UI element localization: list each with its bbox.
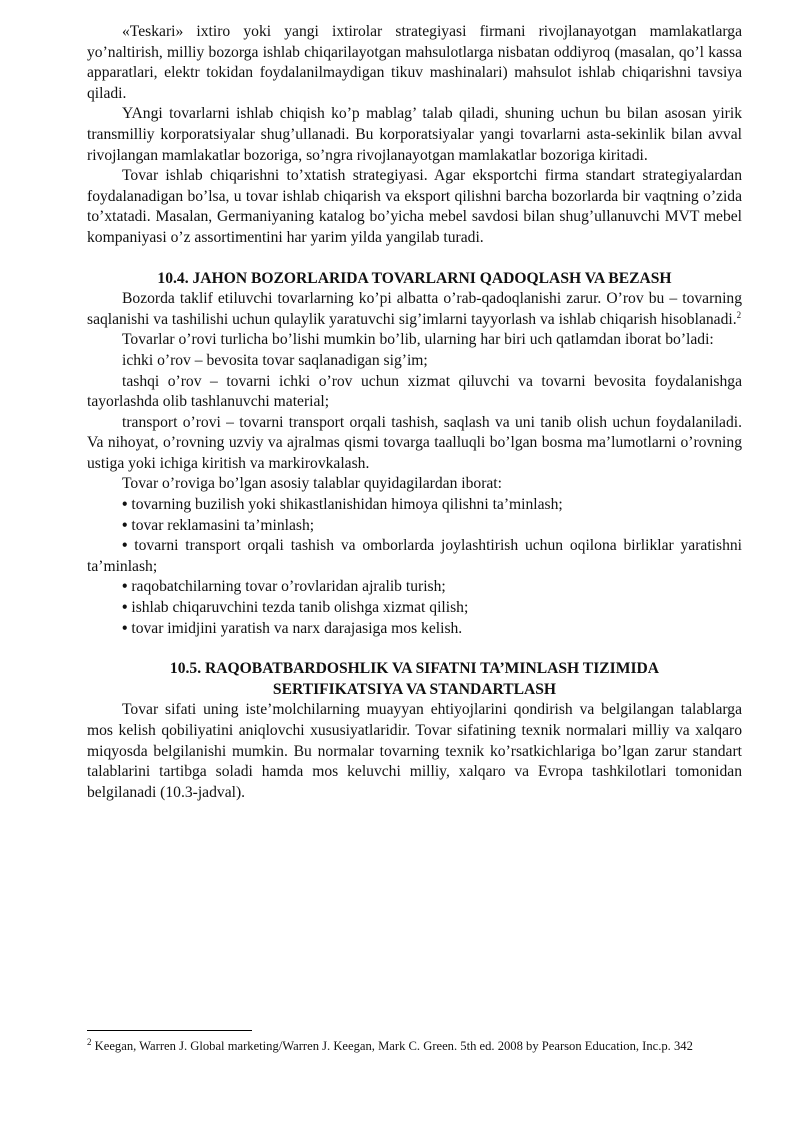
footnote <box>87 1038 767 1054</box>
requirement-item: • tovar imidjini yaratish va narx darajasiga mos kelish. <box>87 619 742 640</box>
section-heading-10-5-line1: 10.5. RAQOBATBARDOSHLIK VA SIFATNI TA’MINLASH TIZIMIDA <box>169 660 660 678</box>
paragraph-new-products: YAngi tovarlarni ishlab chiqish ko’p mablag’ talab qiladi, shuning uchun bu bilan asosan yirik transmilliy korporatsiyalar shug’ullanadi. Bu korporatsiyalar yangi tovarlarni asta-sekinlik bilan avval rivojlangan mamlakatlar bozoriga, so’ngra rivojlanayotgan mamlakatlar bozoriga kiritadi. <box>87 105 742 164</box>
paragraph-layers-intro: Tovarlar o’rovi turlicha bo’lishi mumkin bo’lib, ularning har biri uch qatlamdan iborat bo’ladi: <box>122 331 714 349</box>
layer-item: transport o’rovi – tovarni transport orqali tashish, saqlash va uni tanib olish uchun foydalaniladi. Va nihoyat, o’rovning uzviy va ajralmas qismi tovarga taalluqli bo’lgan bosma ma’lumotlarni o’rovning ustiga yoki ichiga kiritish va markirovkalash. <box>87 413 742 472</box>
footnote-number: 2 <box>87 1036 92 1047</box>
footnote-divider <box>87 1030 252 1031</box>
paragraph-requirements-intro: Tovar o’roviga bo’lgan asosiy talablar quyidagilardan iborat: <box>122 475 502 493</box>
section-heading-10-5 <box>87 659 742 700</box>
paragraph-stop-production: Tovar ishlab chiqarishni to’xtatish strategiyasi. Agar eksportchi firma standart strategiyalardan foydalanadigan bo’lsa, u tovar ishlab chiqarish va eksport qilishni barcha bozorlarda bir vaqtning o’zida to’xtatadi. Masalan, Germaniyaning katalog bo’yicha mebel savdosi bilan shug’ullanuvchi MVT mebel kompaniyasi o’z assortimentini har yarim yilda yangilab turadi. <box>87 167 742 246</box>
section-heading-10-5-line2: SERTIFIKATSIYA VA STANDARTLASH <box>272 680 557 698</box>
requirement-item: • ishlab chiqaruvchini tezda tanib olishga xizmat qilish; <box>87 598 742 619</box>
document-page <box>87 22 742 803</box>
requirement-item: • tovar reklamasini ta’minlash; <box>87 516 742 537</box>
requirement-item: • raqobatchilarning tovar o’rovlaridan ajralib turish; <box>87 577 742 598</box>
paragraph-quality: Tovar sifati uning iste’molchilarning muayyan ehtiyojlarini qondirish va belgilangan talablarga mos kelish qobiliyatini aniqlovchi xususiyatlaridir. Tovar sifatining texnik normalari milliy va xalqaro miqyosda belgilanishi mumkin. Bu normalar tovarning texnik ko’rsatkichlariga bo’lgan zarur standart talablarini tartibga soladi hamda mos keluvchi milliy, xalqaro va Evropa tashkilotlari tomonidan belgilanadi (10.3-jadval). <box>87 701 742 801</box>
requirement-item: • tovarning buzilish yoki shikastlanishidan himoya qilishni ta’minlash; <box>87 495 742 516</box>
footnote-ref: 2 <box>736 309 742 320</box>
layer-item: tashqi o’rov – tovarni ichki o’rov uchun xizmat qiluvchi va tovarni bevosita foydalanishga tayorlashda olib tashlanuvchi material; <box>87 372 742 411</box>
paragraph-packaging-intro <box>87 289 742 330</box>
paragraph-reverse-invention: «Teskari» ixtiro yoki yangi ixtirolar strategiyasi firmani rivojlanayotgan mamlakatlarga yo’naltirish, milliy bozorga ishlab chiqarilayotgan mahsulotlarga nisbatan oddiyroq (masalan, qo’l kassa apparatlari, elektr tokidan foydalanilmaydigan tikuv mashinalari) mahsulot ishlab chiqarishni tavsiya qiladi. <box>87 23 742 102</box>
requirement-item: • tovarni transport orqali tashish va omborlarda joylashtirish uchun oqilona birliklar yaratishni ta’minlash; <box>87 536 742 577</box>
footnote-text: Keegan, Warren J. Global marketing/Warren J. Keegan, Mark C. Green. 5th ed. 2008 by Pearson Education, Inc.p. 342 <box>94 1039 693 1053</box>
packaging-intro-text: Bozorda taklif etiluvchi tovarlarning ko’pi albatta o’rab-qadoqlanishi zarur. O’rov bu – tovarning saqlanishi va tashilishi uchun qulaylik yaratuvchi sig’imlarni tayyorlash va ishlab chiqarish hisoblanadi. <box>87 290 742 328</box>
layer-item: ichki o’rov – bevosita tovar saqlanadigan sig’im; <box>122 351 428 369</box>
section-heading-10-4: 10.4. JAHON BOZORLARIDA TOVARLARNI QADOQLASH VA BEZASH <box>157 269 672 287</box>
